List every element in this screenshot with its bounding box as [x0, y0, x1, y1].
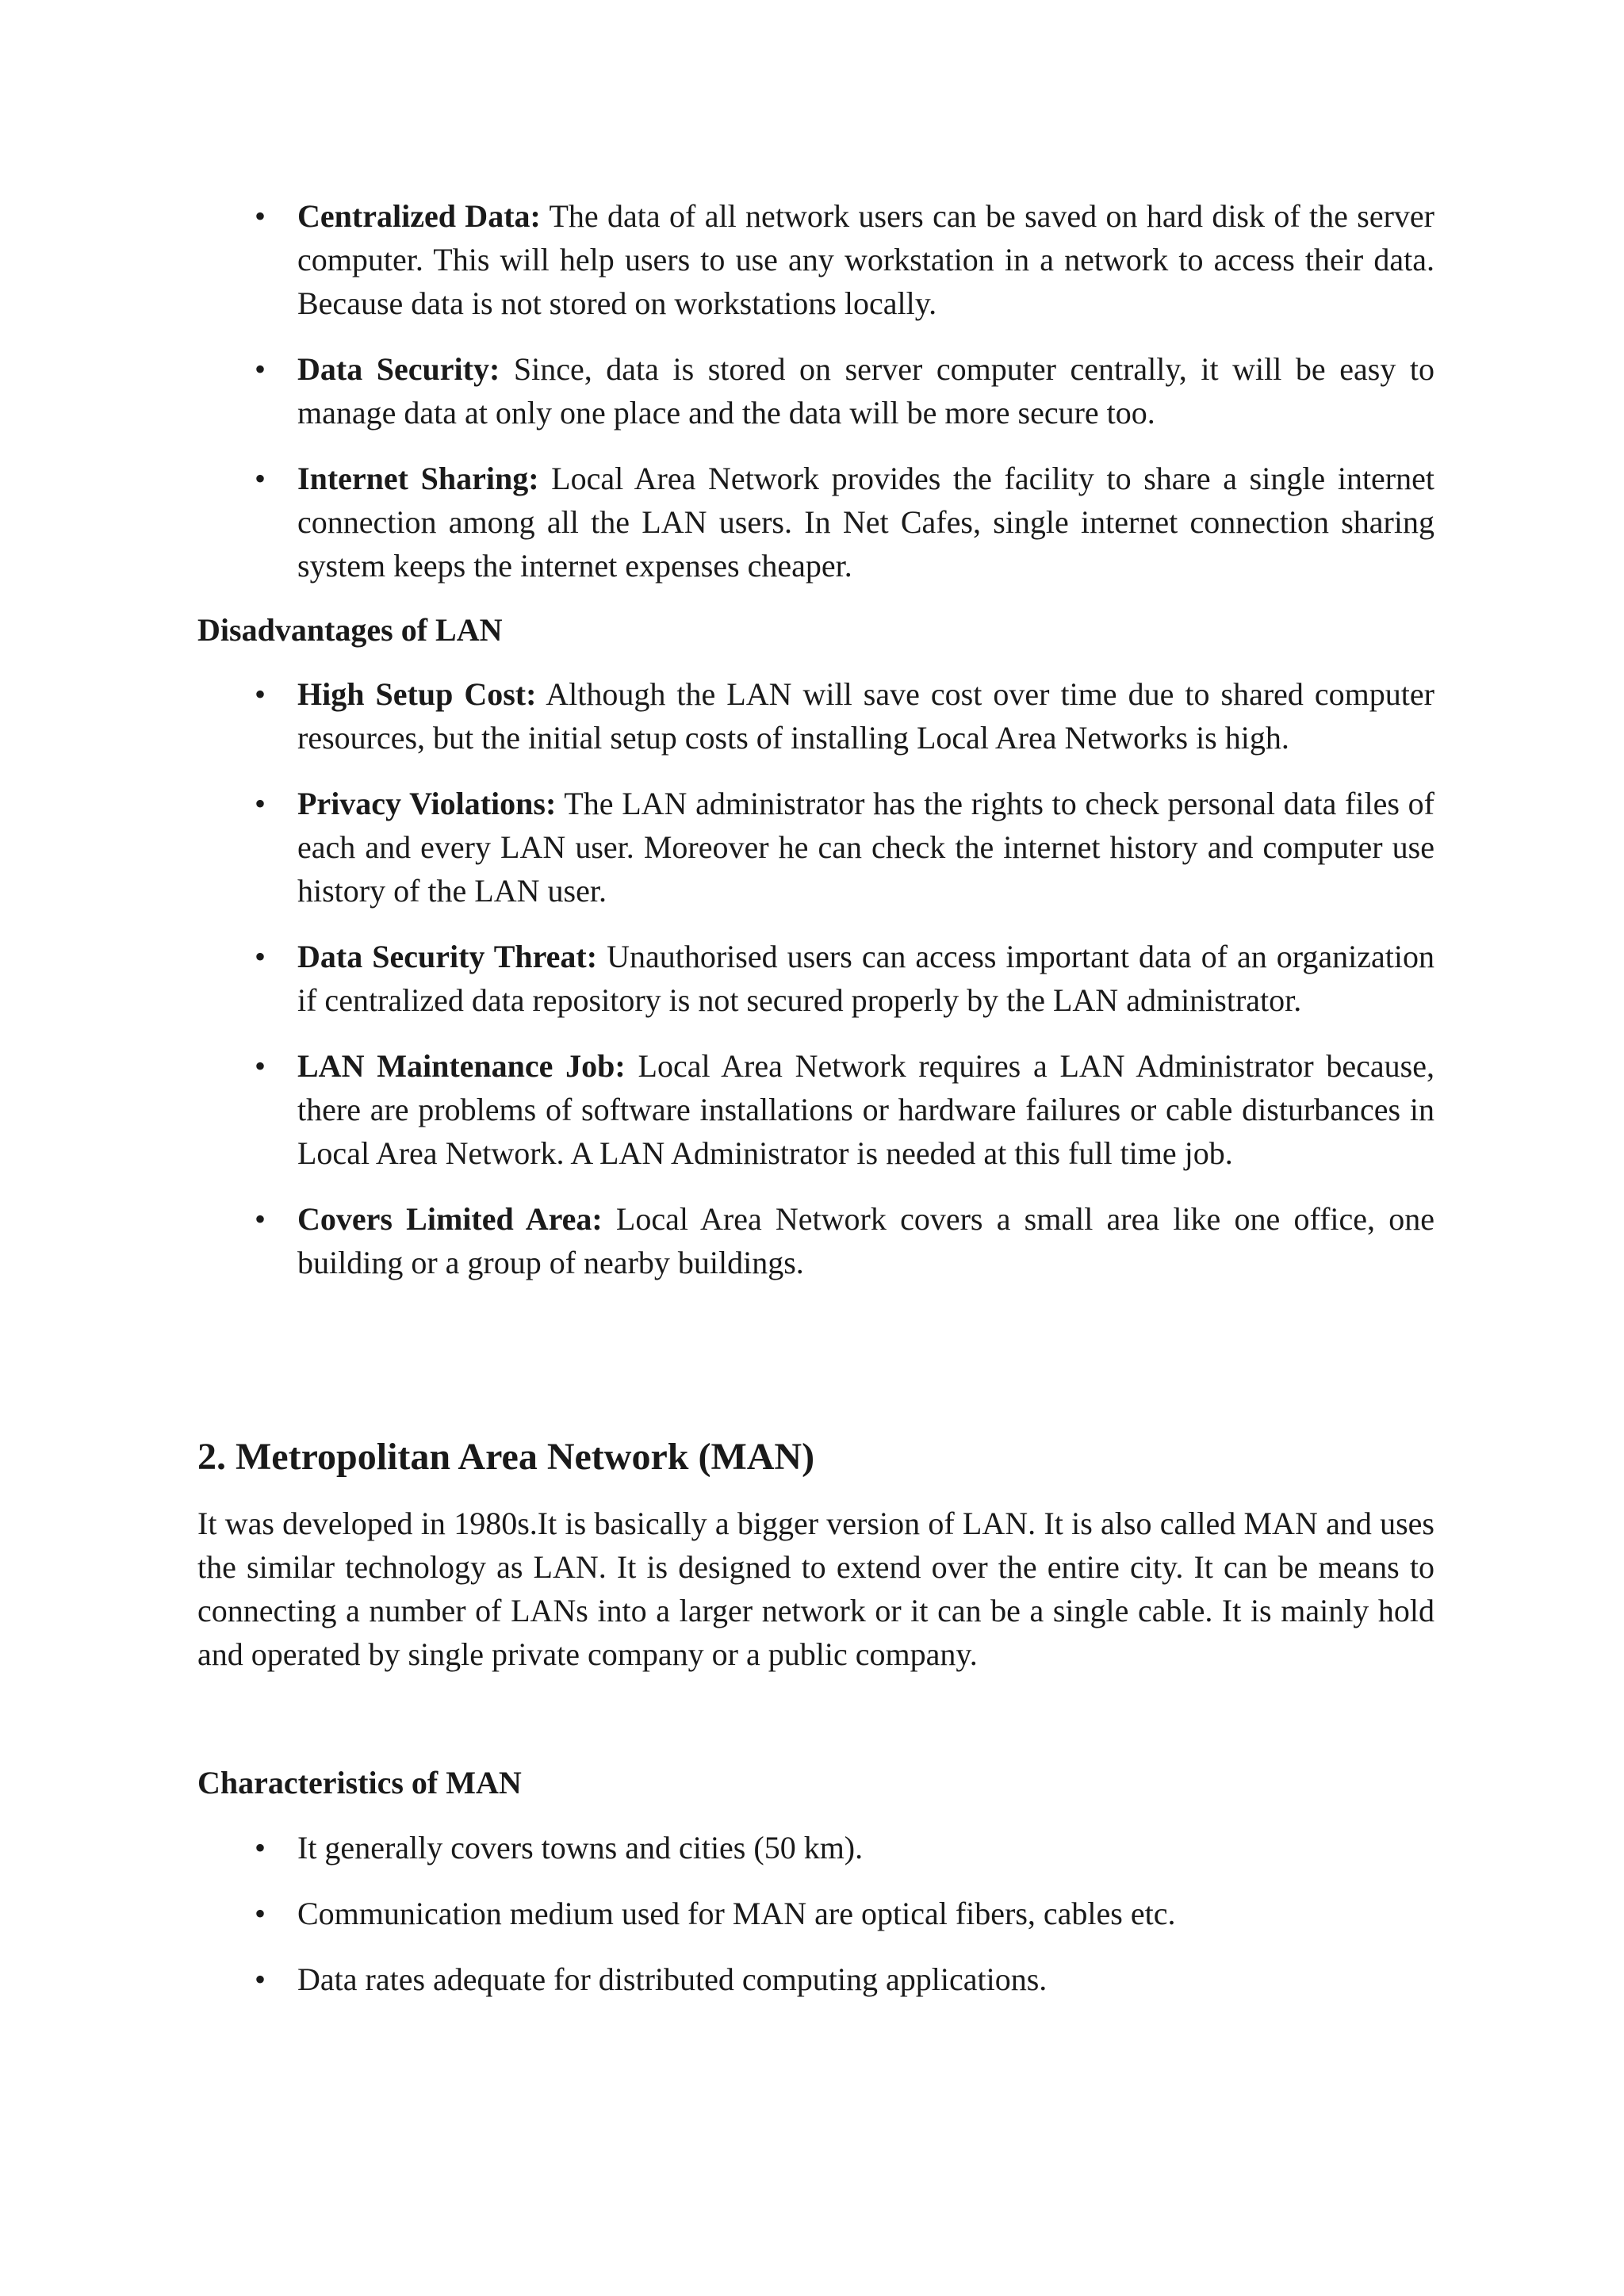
bullet-icon: •: [254, 939, 266, 974]
item-text: Local Area Network provides the facility to share a single internet connection among all the LAN users. In Net Cafes, single internet connection sharing system keeps the internet expenses cheaper.: [297, 461, 1434, 584]
item-text: Communication medium used for MAN are optical fibers, cables etc.: [297, 1896, 1176, 1931]
bullet-icon: •: [254, 461, 266, 496]
list-item-internet-sharing: [197, 457, 1434, 587]
item-text: Although the LAN will save cost over time due to shared computer resources, but the initial setup costs of installing Local Area Networks is high.: [297, 676, 1434, 756]
item-text: It generally covers towns and cities (50 km).: [297, 1830, 864, 1866]
bullet-icon: •: [254, 676, 266, 712]
bullet-icon: •: [254, 1896, 266, 1931]
characteristics-list: [197, 1826, 1434, 2001]
list-item-privacy-violations: [197, 782, 1434, 913]
bullet-icon: •: [254, 198, 266, 234]
item-term: Internet Sharing:: [297, 461, 539, 496]
item-term: LAN Maintenance Job:: [297, 1048, 626, 1084]
bullet-icon: •: [254, 1961, 266, 1997]
item-term: High Setup Cost:: [297, 676, 537, 712]
page-content: [197, 194, 1434, 2001]
list-item-communication-medium: [197, 1892, 1434, 1935]
item-term: Covers Limited Area:: [297, 1201, 603, 1237]
list-item-lan-maintenance-job: [197, 1044, 1434, 1175]
list-item-data-security-threat: [197, 935, 1434, 1022]
bullet-icon: •: [254, 1048, 266, 1084]
item-term: Centralized Data:: [297, 198, 541, 234]
list-item-coverage: [197, 1826, 1434, 1869]
item-term: Data Security Threat:: [297, 939, 598, 974]
man-intro-paragraph: It was developed in 1980s.It is basically a bigger version of LAN. It is also called MAN and uses the similar technology as LAN. It is designed to extend over the entire city. It can be means to connecting a number of LANs into a larger network or it can be a single cable. It is mainly hold and operated by single private company or a public company.: [197, 1506, 1434, 1672]
list-item-data-rates: [197, 1957, 1434, 2001]
item-text: Local Area Network covers a small area like one office, one building or a group of nearby buildings.: [297, 1201, 1434, 1280]
advantages-list: [197, 194, 1434, 587]
bullet-icon: •: [254, 351, 266, 387]
disadvantages-list: [197, 672, 1434, 1284]
list-item-covers-limited-area: [197, 1197, 1434, 1284]
item-text: Unauthorised users can access important data of an organization if centralized data repository is not secured properly by the LAN administrator.: [297, 939, 1434, 1018]
bullet-icon: •: [254, 1201, 266, 1237]
list-item-centralized-data: [197, 194, 1434, 325]
item-text: The LAN administrator has the rights to check personal data files of each and every LAN user. Moreover he can check the internet history and computer use history of the LAN user.: [297, 786, 1434, 909]
item-text: The data of all network users can be saved on hard disk of the server computer. This will help users to use any workstation in a network to access their data. Because data is not stored on workstations locally.: [297, 198, 1434, 321]
item-term: Data Security:: [297, 351, 500, 387]
characteristics-heading: Characteristics of MAN: [197, 1765, 522, 1800]
item-text: Data rates adequate for distributed computing applications.: [297, 1961, 1048, 1997]
list-item-data-security: [197, 347, 1434, 434]
disadvantages-heading: Disadvantages of LAN: [197, 612, 503, 648]
item-text: Local Area Network requires a LAN Administrator because, there are problems of software installations or hardware failures or cable disturbances in Local Area Network. A LAN Administrator is needed at this full time job.: [297, 1048, 1434, 1171]
bullet-icon: •: [254, 1830, 266, 1866]
item-term: Privacy Violations:: [297, 786, 557, 821]
list-item-high-setup-cost: [197, 672, 1434, 760]
section-title-man: 2. Metropolitan Area Network (MAN): [197, 1436, 815, 1478]
item-text: Since, data is stored on server computer centrally, it will be easy to manage data at only one place and the data will be more secure too.: [297, 351, 1434, 430]
bullet-icon: •: [254, 786, 266, 821]
